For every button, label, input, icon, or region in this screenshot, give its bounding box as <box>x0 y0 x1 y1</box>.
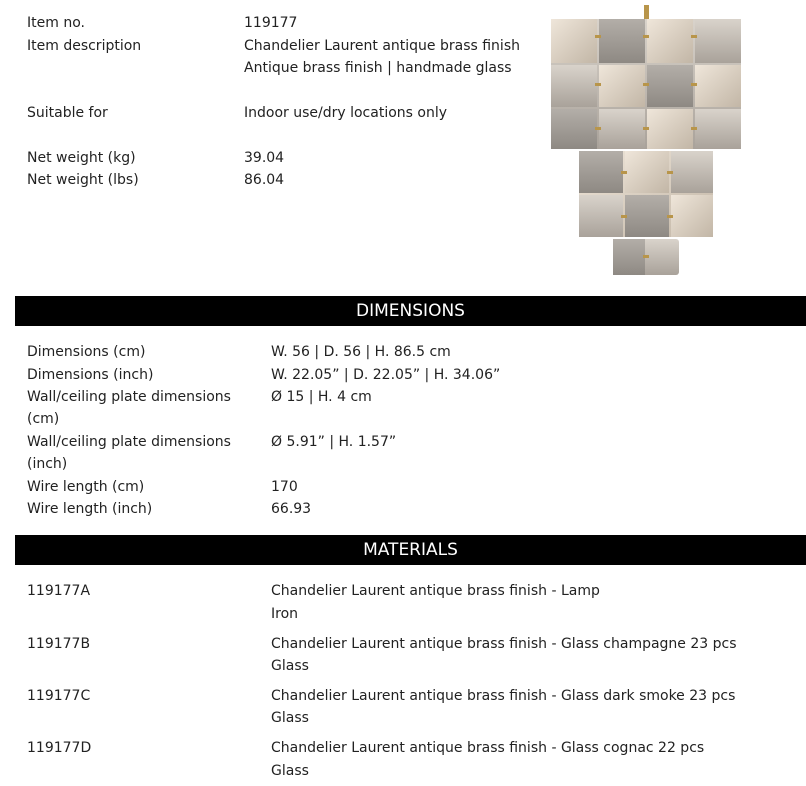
item-description-label: Item description <box>27 38 142 54</box>
material-name-d: Chandelier Laurent antique brass finish - Glass cognac 22 pcs <box>271 740 705 756</box>
dimensions-inch-value: W. 22.05” | D. 22.05” | H. 34.06” <box>271 367 501 383</box>
material-type-b: Glass <box>271 658 309 674</box>
materials-header-bar <box>15 535 806 565</box>
material-type-c: Glass <box>271 710 309 726</box>
material-type-a: Iron <box>271 606 299 622</box>
plate-dimensions-cm-value: Ø 15 | H. 4 cm <box>271 389 372 405</box>
dimensions-cm-label: Dimensions (cm) <box>27 344 146 360</box>
dimensions-header-bar <box>15 296 806 326</box>
material-name-c: Chandelier Laurent antique brass finish - Glass dark smoke 23 pcs <box>271 688 736 704</box>
wire-length-inch-label: Wire length (inch) <box>27 501 153 517</box>
material-type-d: Glass <box>271 763 309 779</box>
material-code-a: 119177A <box>27 583 91 599</box>
dimensions-cm-value: W. 56 | D. 56 | H. 86.5 cm <box>271 344 451 360</box>
wire-length-inch-value: 66.93 <box>271 501 312 517</box>
materials-header: MATERIALS <box>363 540 458 560</box>
product-image <box>543 5 748 277</box>
plate-dimensions-cm-label-unit: (cm) <box>27 411 60 427</box>
net-weight-lbs-value: 86.04 <box>244 172 285 188</box>
material-name-b: Chandelier Laurent antique brass finish - Glass champagne 23 pcs <box>271 636 737 652</box>
item-no-label: Item no. <box>27 15 85 31</box>
wire-length-cm-value: 170 <box>271 479 298 495</box>
item-no-value: 119177 <box>244 15 298 31</box>
wire-length-cm-label: Wire length (cm) <box>27 479 145 495</box>
net-weight-lbs-label: Net weight (lbs) <box>27 172 139 188</box>
material-code-b: 119177B <box>27 636 91 652</box>
dimensions-inch-label: Dimensions (inch) <box>27 367 154 383</box>
suitable-for-value: Indoor use/dry locations only <box>244 105 448 121</box>
plate-dimensions-inch-label-unit: (inch) <box>27 456 68 472</box>
net-weight-kg-value: 39.04 <box>244 150 285 166</box>
plate-dimensions-inch-label: Wall/ceiling plate dimensions <box>27 434 231 450</box>
item-description-line1: Chandelier Laurent antique brass finish <box>244 38 520 54</box>
suitable-for-label: Suitable for <box>27 105 108 121</box>
net-weight-kg-label: Net weight (kg) <box>27 150 136 166</box>
plate-dimensions-inch-value: Ø 5.91” | H. 1.57” <box>271 434 397 450</box>
plate-dimensions-cm-label: Wall/ceiling plate dimensions <box>27 389 231 405</box>
item-description-line2: Antique brass finish | handmade glass <box>244 60 512 76</box>
dimensions-header: DIMENSIONS <box>356 301 465 321</box>
material-name-a: Chandelier Laurent antique brass finish - Lamp <box>271 583 600 599</box>
material-code-c: 119177C <box>27 688 91 704</box>
material-code-d: 119177D <box>27 740 92 756</box>
